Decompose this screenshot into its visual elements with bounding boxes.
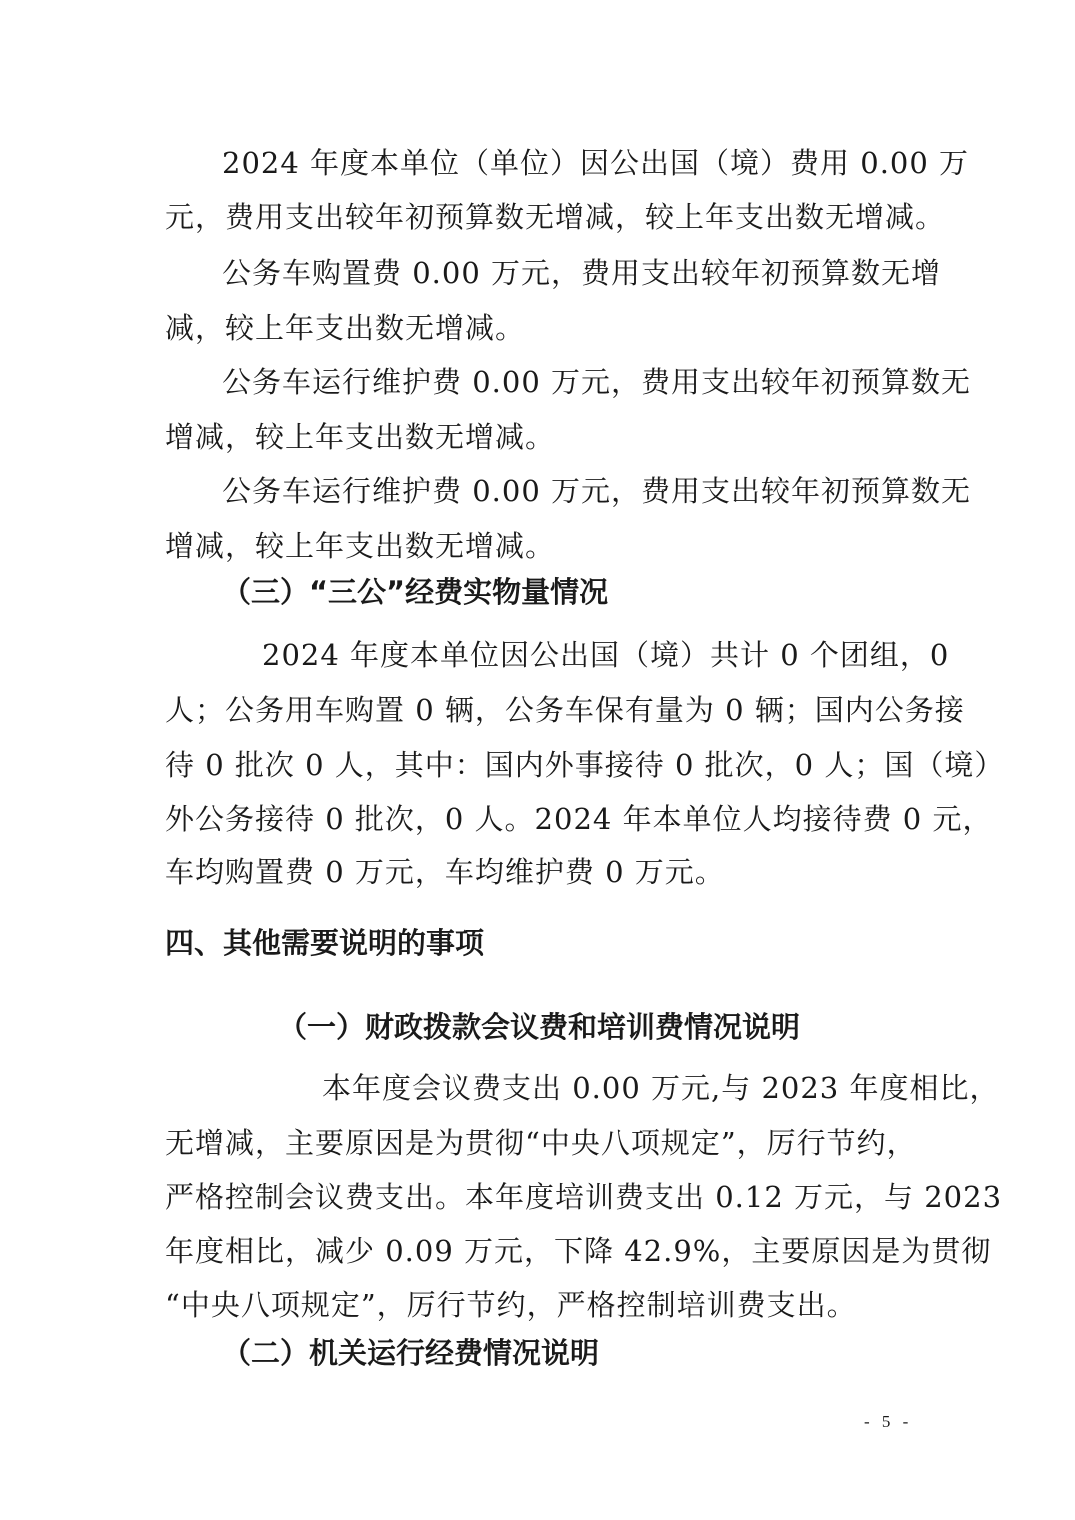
paragraph-line: 增减，较上年支出数无增减。	[165, 420, 556, 454]
paragraph-line: 2024 年度本单位（单位）因公出国（境）费用 0.00 万	[222, 146, 970, 180]
paragraph-line: 公务车运行维护费 0.00 万元，费用支出较年初预算数无	[222, 365, 972, 399]
paragraph-line: 严格控制会议费支出。本年度培训费支出 0.12 万元，与 2023	[165, 1180, 1003, 1214]
paragraph-line: 年度相比，减少 0.09 万元，下降 42.9%，主要原因是为贯彻	[165, 1234, 992, 1268]
subsection-heading: （一）财政拨款会议费和培训费情况说明	[278, 1010, 801, 1044]
paragraph-line: 增减，较上年支出数无增减。	[165, 529, 556, 563]
page-number: - 5 -	[864, 1412, 913, 1431]
subsection-heading: （三）“三公”经费实物量情况	[222, 575, 609, 609]
paragraph-line: 外公务接待 0 批次，0 人。2024 年本单位人均接待费 0 元，	[165, 802, 993, 836]
paragraph-line: 无增减，主要原因是为贯彻“中央八项规定”，厉行节约，	[165, 1126, 917, 1160]
paragraph-line: 公务车运行维护费 0.00 万元，费用支出较年初预算数无	[222, 474, 972, 508]
paragraph-line: 人；公务用车购置 0 辆，公务车保有量为 0 辆；国内公务接	[165, 693, 965, 727]
section-heading: 四、其他需要说明的事项	[165, 926, 485, 960]
paragraph-line: 元，费用支出较年初预算数无增减，较上年支出数无增减。	[165, 200, 946, 234]
paragraph-line: 待 0 批次 0 人，其中：国内外事接待 0 批次，0 人；国（境）	[165, 748, 1005, 782]
paragraph-line: 2024 年度本单位因公出国（境）共计 0 个团组，0	[262, 638, 950, 672]
paragraph-line: 本年度会议费支出 0.00 万元,与 2023 年度相比，	[322, 1071, 1000, 1105]
subsection-heading: （二）机关运行经费情况说明	[222, 1336, 600, 1370]
paragraph-line: 车均购置费 0 万元，车均维护费 0 万元。	[165, 855, 725, 889]
paragraph-line: “中央八项规定”，厉行节约，严格控制培训费支出。	[165, 1288, 857, 1322]
paragraph-line: 公务车购置费 0.00 万元，费用支出较年初预算数无增	[222, 256, 942, 290]
paragraph-line: 减，较上年支出数无增减。	[165, 311, 526, 345]
